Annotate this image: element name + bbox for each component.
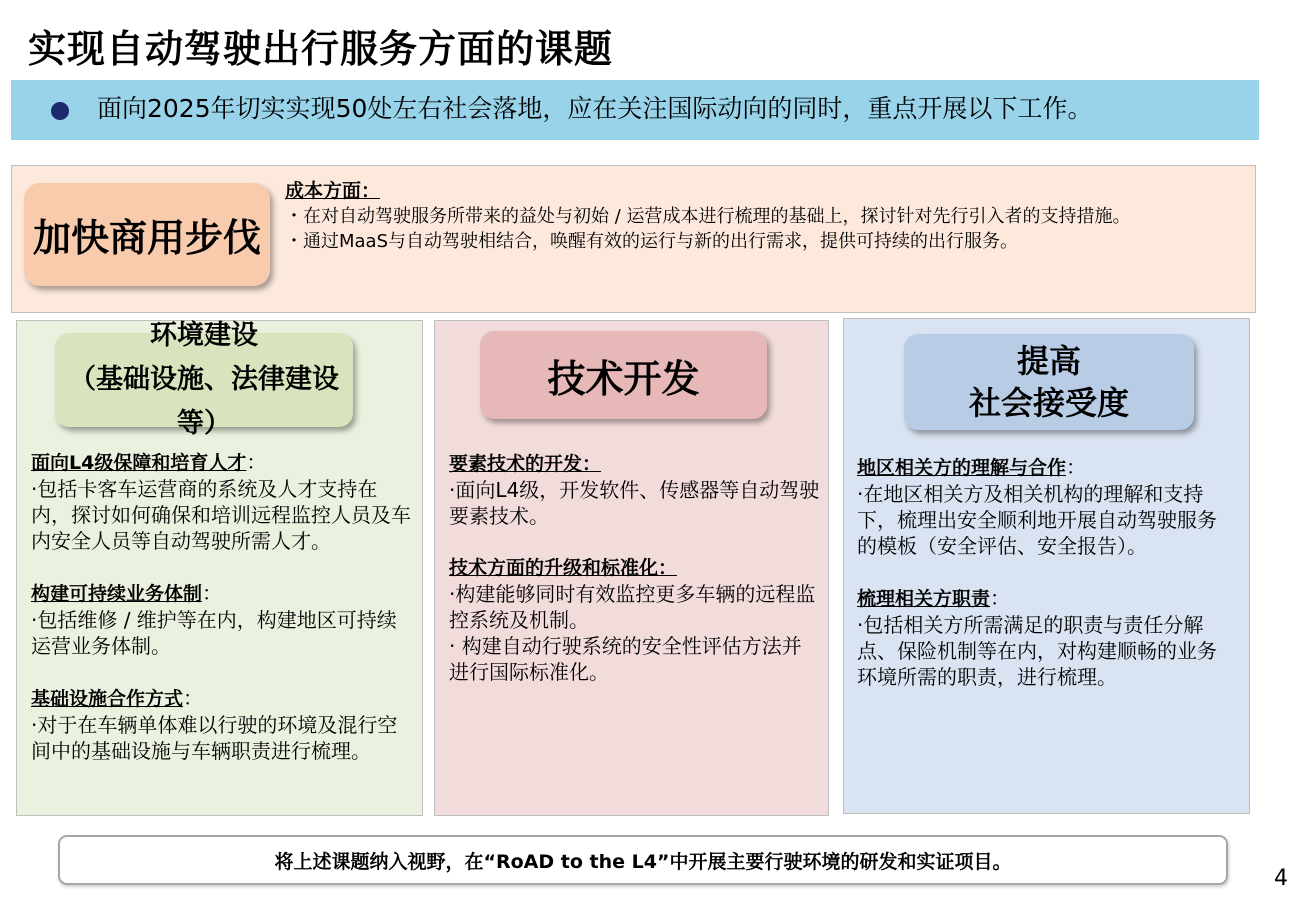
social-heading: 地区相关方的理解与合作 — [857, 457, 1067, 479]
heading-colon: ： — [202, 581, 223, 605]
environment-body: ·包括维修 / 维护等在内，构建地区可持续运营业务体制。 — [31, 608, 397, 658]
technology-column — [434, 320, 829, 816]
environment-heading: 基础设施合作方式 — [31, 688, 184, 710]
environment-label-line2: （基础设施、法律建设等） — [69, 364, 339, 439]
summary-banner — [11, 80, 1259, 140]
social-label-line2: 社会接受度 — [968, 384, 1129, 422]
accelerate-label: 加快商用步伐 — [24, 183, 270, 286]
environment-heading: 面向L4级保障和培育人才 — [31, 452, 247, 474]
technology-heading: 要素技术的开发： — [449, 453, 602, 475]
cost-item: ・在对自动驾驶服务所带来的益处与初始 / 运营成本进行梳理的基础上，探讨针对先行引入者的支持措施。 — [285, 206, 1131, 227]
accelerate-commercialization-panel — [11, 165, 1256, 313]
cost-section — [285, 179, 1131, 254]
environment-column — [16, 320, 423, 816]
environment-label — [55, 320, 353, 439]
cost-item: ・通过MaaS与自动驾驶相结合，唤醒有效的运行与新的出行需求，提供可持续的出行服务。 — [285, 231, 1019, 252]
social-heading: 梳理相关方职责 — [857, 588, 991, 610]
social-body: ·在地区相关方及相关机构的理解和支持下，梳理出安全顺利地开展自动驾驶服务的模板（安全评估、安全报告）。 — [857, 482, 1217, 558]
environment-label-line1: 环境建设 — [150, 320, 258, 351]
technology-body: ·构建能够同时有效监控更多车辆的远程监控系统及机制。 — [449, 582, 816, 632]
environment-body: ·对于在车辆单体难以行驶的环境及混行空间中的基础设施与车辆职责进行梳理。 — [31, 713, 398, 763]
social-label-line1: 提高 — [1016, 342, 1081, 380]
page-number: 4 — [1274, 866, 1288, 891]
heading-colon: ： — [246, 450, 267, 474]
technology-heading: 技术方面的升级和标准化： — [449, 557, 678, 579]
social-body: ·包括相关方所需满足的职责与责任分解点、保险机制等在内，对构建顺畅的业务环境所需的职责，进行梳理。 — [857, 613, 1217, 689]
cost-heading: 成本方面： — [285, 180, 381, 202]
heading-colon: ： — [990, 586, 1011, 610]
environment-text — [31, 449, 413, 764]
technology-label: 技术开发 — [480, 331, 767, 419]
footer-note: 将上述课题纳入视野，在“RoAD to the L4”中开展主要行驶环境的研发和实证项目。 — [58, 835, 1228, 885]
social-acceptance-column — [843, 318, 1250, 814]
page-title: 实现自动驾驶出行服务方面的课题 — [28, 27, 614, 71]
environment-heading: 构建可持续业务体制 — [31, 583, 203, 605]
social-text — [857, 454, 1222, 690]
heading-colon: ： — [1066, 455, 1087, 479]
technology-body: · 构建自动行驶系统的安全性评估方法并进行国际标准化。 — [449, 634, 802, 684]
social-acceptance-label — [904, 334, 1194, 430]
bullet-dot-icon — [51, 102, 69, 120]
environment-body: ·包括卡客车运营商的系统及人才支持在内，探讨如何确保和培训远程监控人员及车内安全人员等自动驾驶所需人才。 — [31, 477, 411, 553]
banner-text: 面向2025年切实实现50处左右社会落地，应在关注国际动向的同时，重点开展以下工作。 — [97, 94, 1093, 123]
technology-body: ·面向L4级，开发软件、传感器等自动驾驶要素技术。 — [449, 478, 820, 528]
heading-colon: ： — [183, 686, 204, 710]
technology-text — [449, 451, 821, 685]
